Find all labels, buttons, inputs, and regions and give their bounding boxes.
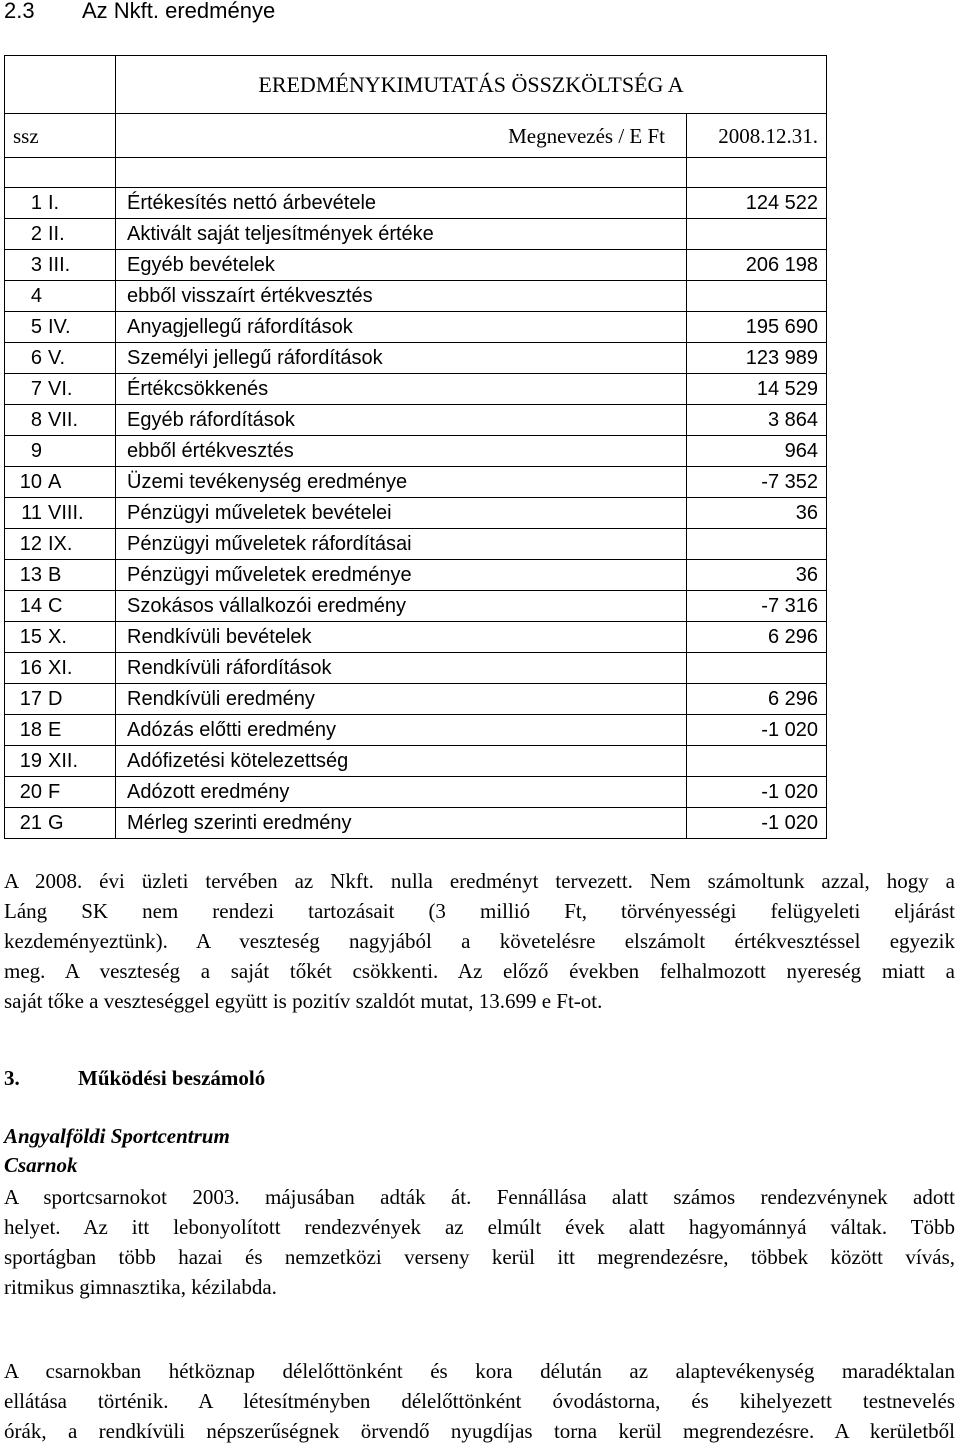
- row-ssz: 11: [21, 502, 42, 524]
- row-index-cell: [5, 777, 116, 808]
- row-ssz: 10: [19, 471, 42, 493]
- row-ssz: 3: [30, 254, 42, 276]
- row-code: B: [48, 564, 62, 586]
- row-index-cell: [5, 343, 116, 374]
- row-index-cell: [5, 746, 116, 777]
- row-label: Aktivált saját teljesítmények értéke: [116, 219, 687, 250]
- row-index-cell: [5, 250, 116, 281]
- row-label: Adófizetési kötelezettség: [116, 746, 687, 777]
- table-header-row: [5, 114, 827, 158]
- row-ssz: 4: [30, 285, 42, 307]
- text-line: A sportcsarnokot 2003. májusában adták át. Fennállása alatt számos rendezvénynek adott: [4, 1185, 955, 1209]
- row-ssz: 17: [19, 688, 42, 710]
- row-code: IX.: [48, 533, 73, 555]
- text-line: Láng SK nem rendezi tartozásait (3 millió Ft, törvényességi felügyeleti eljárást: [4, 899, 955, 923]
- title-spacer-cell: [5, 56, 116, 114]
- table-row: [5, 777, 827, 808]
- row-index-cell: [5, 312, 116, 343]
- row-value: -1 020: [687, 715, 827, 746]
- row-label: Adózás előtti eredmény: [116, 715, 687, 746]
- row-ssz: 13: [19, 564, 42, 586]
- table-row: [5, 188, 827, 219]
- paragraph-csarnok-usage: [4, 1356, 955, 1446]
- spacer-cell: [687, 158, 827, 188]
- row-value: 36: [687, 498, 827, 529]
- row-ssz: 8: [30, 409, 42, 431]
- row-label: Szokásos vállalkozói eredmény: [116, 591, 687, 622]
- row-label: Egyéb ráfordítások: [116, 405, 687, 436]
- row-label: Rendkívüli ráfordítások: [116, 653, 687, 684]
- table-row: [5, 591, 827, 622]
- text-line: sportágban több hazai és nemzetközi verseny kerül itt megrendezésre, többek között vívás,: [4, 1245, 955, 1269]
- row-code: F: [48, 781, 61, 803]
- table-row: [5, 219, 827, 250]
- row-code: C: [48, 595, 63, 617]
- row-label: ebből visszaírt értékvesztés: [116, 281, 687, 312]
- table-row: [5, 529, 827, 560]
- section3-number: 3.: [4, 1066, 20, 1090]
- text-line: kezdeményeztünk). A veszteség nagyjából a követelésre elszámolt értékvesztéssel egyezik: [4, 929, 955, 953]
- table-row: [5, 622, 827, 653]
- paragraph-sportcsarnok: [4, 1182, 955, 1302]
- row-value: 124 522: [687, 188, 827, 219]
- row-code: D: [48, 688, 63, 710]
- row-value: [687, 529, 827, 560]
- row-label: Rendkívüli eredmény: [116, 684, 687, 715]
- table-row: [5, 684, 827, 715]
- row-ssz: 21: [19, 812, 42, 834]
- row-label: Értékcsökkenés: [116, 374, 687, 405]
- row-label: Rendkívüli bevételek: [116, 622, 687, 653]
- row-value: -7 352: [687, 467, 827, 498]
- row-value: [687, 746, 827, 777]
- row-code: VI.: [48, 378, 73, 400]
- table-row: [5, 467, 827, 498]
- row-label: Személyi jellegű ráfordítások: [116, 343, 687, 374]
- table-row: [5, 715, 827, 746]
- row-index-cell: [5, 808, 116, 839]
- row-label: Egyéb bevételek: [116, 250, 687, 281]
- row-value: 6 296: [687, 684, 827, 715]
- row-value: [687, 281, 827, 312]
- text-line: A 2008. évi üzleti tervében az Nkft. nulla eredményt tervezett. Nem számoltunk azzal, hogy a: [4, 869, 955, 893]
- table-row: [5, 560, 827, 591]
- row-code: XII.: [48, 750, 79, 772]
- row-code: E: [48, 719, 62, 741]
- row-code: VIII.: [48, 502, 84, 524]
- row-value: [687, 653, 827, 684]
- row-code: II.: [48, 223, 65, 245]
- text-line: ritmikus gimnasztika, kézilabda.: [4, 1275, 277, 1299]
- table-spacer-row: [5, 158, 827, 188]
- row-code: VII.: [48, 409, 79, 431]
- row-value: 6 296: [687, 622, 827, 653]
- table-row: [5, 498, 827, 529]
- text-line: órák, a rendkívüli népszerűségnek örvendő nyugdíjas torna kerül megrendezésre. A kerületből: [4, 1419, 955, 1443]
- section-title: Az Nkft. eredménye: [82, 0, 276, 23]
- table-row: [5, 250, 827, 281]
- subheading-csarnok: Csarnok: [4, 1153, 78, 1177]
- row-label: Mérleg szerinti eredmény: [116, 808, 687, 839]
- row-index-cell: [5, 498, 116, 529]
- table-row: [5, 281, 827, 312]
- text-line: meg. A veszteség a saját tőkét csökkenti. Az előző években felhalmozott nyereség miatt a: [4, 959, 955, 983]
- spacer-cell: [116, 158, 687, 188]
- row-ssz: 5: [30, 316, 42, 338]
- table-row: [5, 405, 827, 436]
- row-ssz: 7: [30, 378, 42, 400]
- subheading-sportcentrum: Angyalföldi Sportcentrum: [4, 1124, 230, 1148]
- text-line: ellátása történik. A létesítményben délelőttönként óvodástorna, és kihelyezett testnevelés: [4, 1389, 955, 1413]
- text-line: helyet. Az itt lebonyolított rendezvények az elmúlt évek alatt hagyománnyá váltak. Több: [4, 1215, 955, 1239]
- row-ssz: 18: [19, 719, 42, 741]
- row-label: Értékesítés nettó árbevétele: [116, 188, 687, 219]
- row-index-cell: [5, 684, 116, 715]
- section-number: 2.3: [4, 0, 35, 23]
- section-heading: [4, 0, 275, 24]
- row-ssz: 14: [19, 595, 42, 617]
- paragraph-result-explanation: [4, 866, 955, 1016]
- table-row: [5, 374, 827, 405]
- row-index-cell: [5, 405, 116, 436]
- row-index-cell: [5, 467, 116, 498]
- row-ssz: 2: [30, 223, 42, 245]
- row-index-cell: [5, 188, 116, 219]
- row-label: Anyagjellegű ráfordítások: [116, 312, 687, 343]
- row-code: IV.: [48, 316, 71, 338]
- header-ssz: ssz: [5, 114, 116, 158]
- row-ssz: 15: [19, 626, 42, 648]
- row-label: Pénzügyi műveletek eredménye: [116, 560, 687, 591]
- row-label: ebből értékvesztés: [116, 436, 687, 467]
- row-ssz: 12: [19, 533, 42, 555]
- row-code: A: [48, 471, 62, 493]
- row-index-cell: [5, 529, 116, 560]
- spacer-cell: [5, 158, 116, 188]
- row-ssz: 6: [30, 347, 42, 369]
- table-row: [5, 343, 827, 374]
- row-index-cell: [5, 436, 116, 467]
- row-ssz: 20: [19, 781, 42, 803]
- income-statement-table: [4, 55, 827, 839]
- text-line: A csarnokban hétköznap délelőttönként és kora délután az alaptevékenység maradéktalan: [4, 1359, 955, 1383]
- row-value: -1 020: [687, 777, 827, 808]
- text-line: saját tőke a veszteséggel együtt is pozitív szaldót mutat, 13.699 e Ft-ot.: [4, 989, 603, 1013]
- table-row: [5, 653, 827, 684]
- row-value: 206 198: [687, 250, 827, 281]
- row-code: XI.: [48, 657, 73, 679]
- row-index-cell: [5, 560, 116, 591]
- row-label: Pénzügyi műveletek ráfordításai: [116, 529, 687, 560]
- row-index-cell: [5, 374, 116, 405]
- row-index-cell: [5, 622, 116, 653]
- row-code: X.: [48, 626, 67, 648]
- row-label: Üzemi tevékenység eredménye: [116, 467, 687, 498]
- table-title: EREDMÉNYKIMUTATÁS ÖSSZKÖLTSÉG A: [116, 56, 827, 114]
- row-ssz: 1: [30, 192, 42, 214]
- row-label: Pénzügyi műveletek bevételei: [116, 498, 687, 529]
- table-title-row: [5, 56, 827, 114]
- table-row: [5, 746, 827, 777]
- table-row: [5, 312, 827, 343]
- row-value: 3 864: [687, 405, 827, 436]
- row-index-cell: [5, 591, 116, 622]
- row-value: 123 989: [687, 343, 827, 374]
- row-code: I.: [48, 192, 60, 214]
- header-name: Megnevezés / E Ft: [116, 114, 687, 158]
- row-index-cell: [5, 219, 116, 250]
- table-row: [5, 436, 827, 467]
- row-value: 36: [687, 560, 827, 591]
- row-ssz: 19: [19, 750, 42, 772]
- row-value: -7 316: [687, 591, 827, 622]
- section3-title: Működési beszámoló: [78, 1066, 266, 1090]
- header-date: 2008.12.31.: [687, 114, 827, 158]
- row-label: Adózott eredmény: [116, 777, 687, 808]
- row-index-cell: [5, 653, 116, 684]
- row-value: 195 690: [687, 312, 827, 343]
- row-value: -1 020: [687, 808, 827, 839]
- section3-heading: [4, 1066, 265, 1091]
- row-index-cell: [5, 715, 116, 746]
- row-ssz: 16: [19, 657, 42, 679]
- row-code: III.: [48, 254, 71, 276]
- row-code: V.: [48, 347, 66, 369]
- row-ssz: 9: [30, 440, 42, 462]
- row-value: [687, 219, 827, 250]
- row-code: G: [48, 812, 64, 834]
- row-value: 14 529: [687, 374, 827, 405]
- table-row: [5, 808, 827, 839]
- row-value: 964: [687, 436, 827, 467]
- row-index-cell: [5, 281, 116, 312]
